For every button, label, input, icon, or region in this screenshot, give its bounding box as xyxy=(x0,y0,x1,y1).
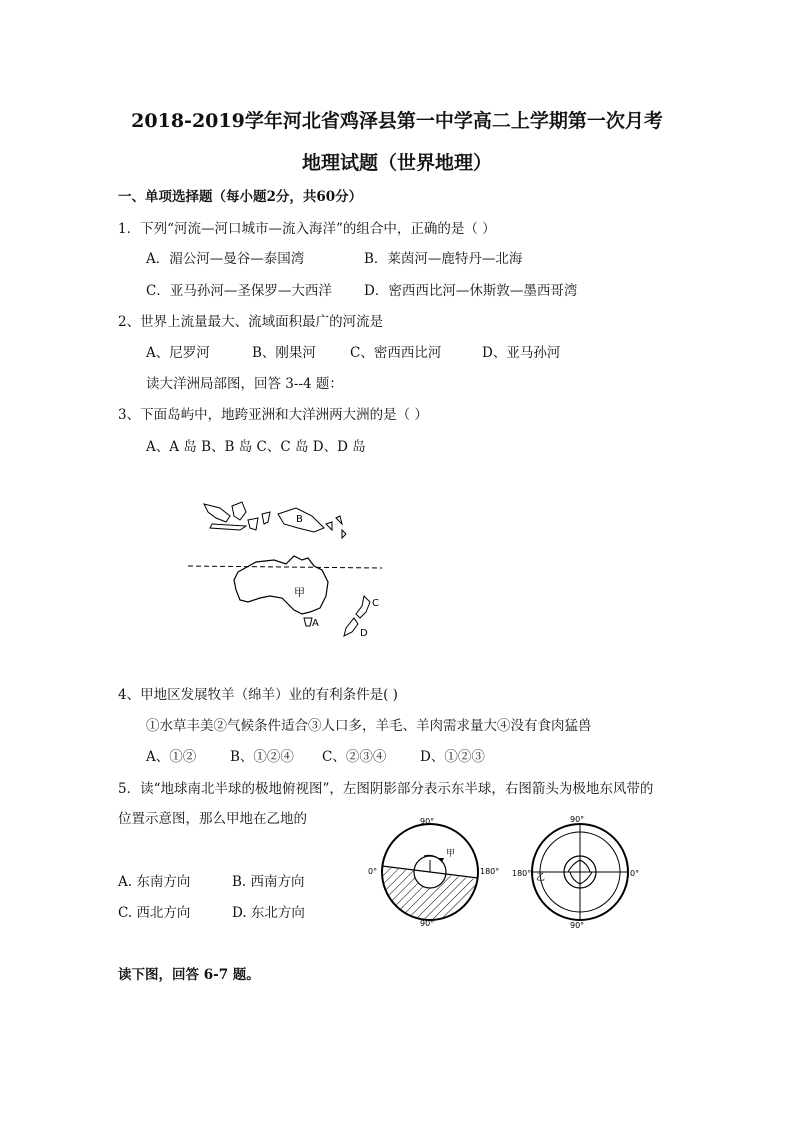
right-left-label: 180° xyxy=(512,869,532,878)
polar-diagram-easterlies xyxy=(512,815,646,930)
label-a: A xyxy=(312,618,319,629)
point-jia: 甲 xyxy=(446,849,456,859)
label-d: D xyxy=(360,628,368,639)
q2-option-a: A、尼罗河 xyxy=(146,345,210,361)
q4-stem: 4、甲地区发展牧羊（绵羊）业的有利条件是( ) xyxy=(118,687,398,703)
q2-stem: 2、世界上流量最大、流域面积最广的河流是 xyxy=(118,314,384,330)
q1-stem: 1．下列“河流—河口城市—流入海洋”的组合中，正确的是（ ） xyxy=(118,221,496,237)
q5-option-c: C. 西北方向 xyxy=(118,905,191,921)
point-yi: 乙 xyxy=(536,873,546,883)
read-6-7-instruction: 读下图，回答 6-7 题。 xyxy=(118,967,260,983)
right-bottom-label: 90° xyxy=(570,921,585,930)
q1-option-b: B．莱茵河—鹿特丹—北海 xyxy=(364,251,523,267)
q1-option-d: D．密西西比河—休斯敦—墨西哥湾 xyxy=(364,283,578,299)
exam-title-line2: 地理试题（世界地理） xyxy=(301,152,492,174)
q5-stem-line2: 位置示意图，那么甲地在乙地的 xyxy=(118,811,307,827)
right-right-label: 0° xyxy=(630,869,640,878)
exam-title-line1: 2018-2019学年河北省鸡泽县第一中学高二上学期第一次月考 xyxy=(131,110,663,132)
q4-option-c: C、②③④ xyxy=(322,749,387,765)
q4-option-a: A、①② xyxy=(146,749,197,765)
right-top-label: 90° xyxy=(570,815,585,824)
left-right-label: 180° xyxy=(480,867,500,876)
oceania-map xyxy=(186,500,386,650)
left-left-label: 0° xyxy=(368,867,378,876)
section-heading: 一、单项选择题（每小题2分，共60分） xyxy=(118,189,363,205)
label-b: B xyxy=(296,514,303,525)
read-oceania-instruction: 读大洋洲局部图，回答 3--4 题： xyxy=(146,376,343,392)
q3-options: A、A 岛 B、B 岛 C、C 岛 D、D 岛 xyxy=(146,439,366,455)
q1-option-c: C．亚马孙河—圣保罗—大西洋 xyxy=(146,283,332,299)
q2-option-b: B、刚果河 xyxy=(252,345,316,361)
q4-option-d: D、①②③ xyxy=(420,749,485,765)
q3-stem: 3、下面岛屿中，地跨亚洲和大洋洲两大洲的是（ ） xyxy=(118,407,428,423)
left-bottom-label: 90° xyxy=(420,919,435,928)
label-jia: 甲 xyxy=(294,586,305,599)
polar-diagram-east-hemisphere xyxy=(366,816,500,928)
label-c: C xyxy=(372,598,379,609)
q1-option-a: A．湄公河—曼谷—泰国湾 xyxy=(146,251,305,267)
q4-conditions: ①水草丰美②气候条件适合③人口多，羊毛、羊肉需求量大④没有食肉猛兽 xyxy=(146,718,592,734)
q5-option-a: A. 东南方向 xyxy=(118,874,191,890)
q4-option-b: B、①②④ xyxy=(230,749,294,765)
q5-option-d: D. 东北方向 xyxy=(232,905,305,921)
q5-stem-line1: 5．读“地球南北半球的极地俯视图”，左图阴影部分表示东半球，右图箭头为极地东风带的 xyxy=(118,781,654,797)
q5-option-b: B. 西南方向 xyxy=(232,874,305,890)
left-top-label: 90° xyxy=(420,817,435,826)
q2-option-d: D、亚马孙河 xyxy=(482,345,561,361)
q2-option-c: C、密西西比河 xyxy=(350,345,442,361)
